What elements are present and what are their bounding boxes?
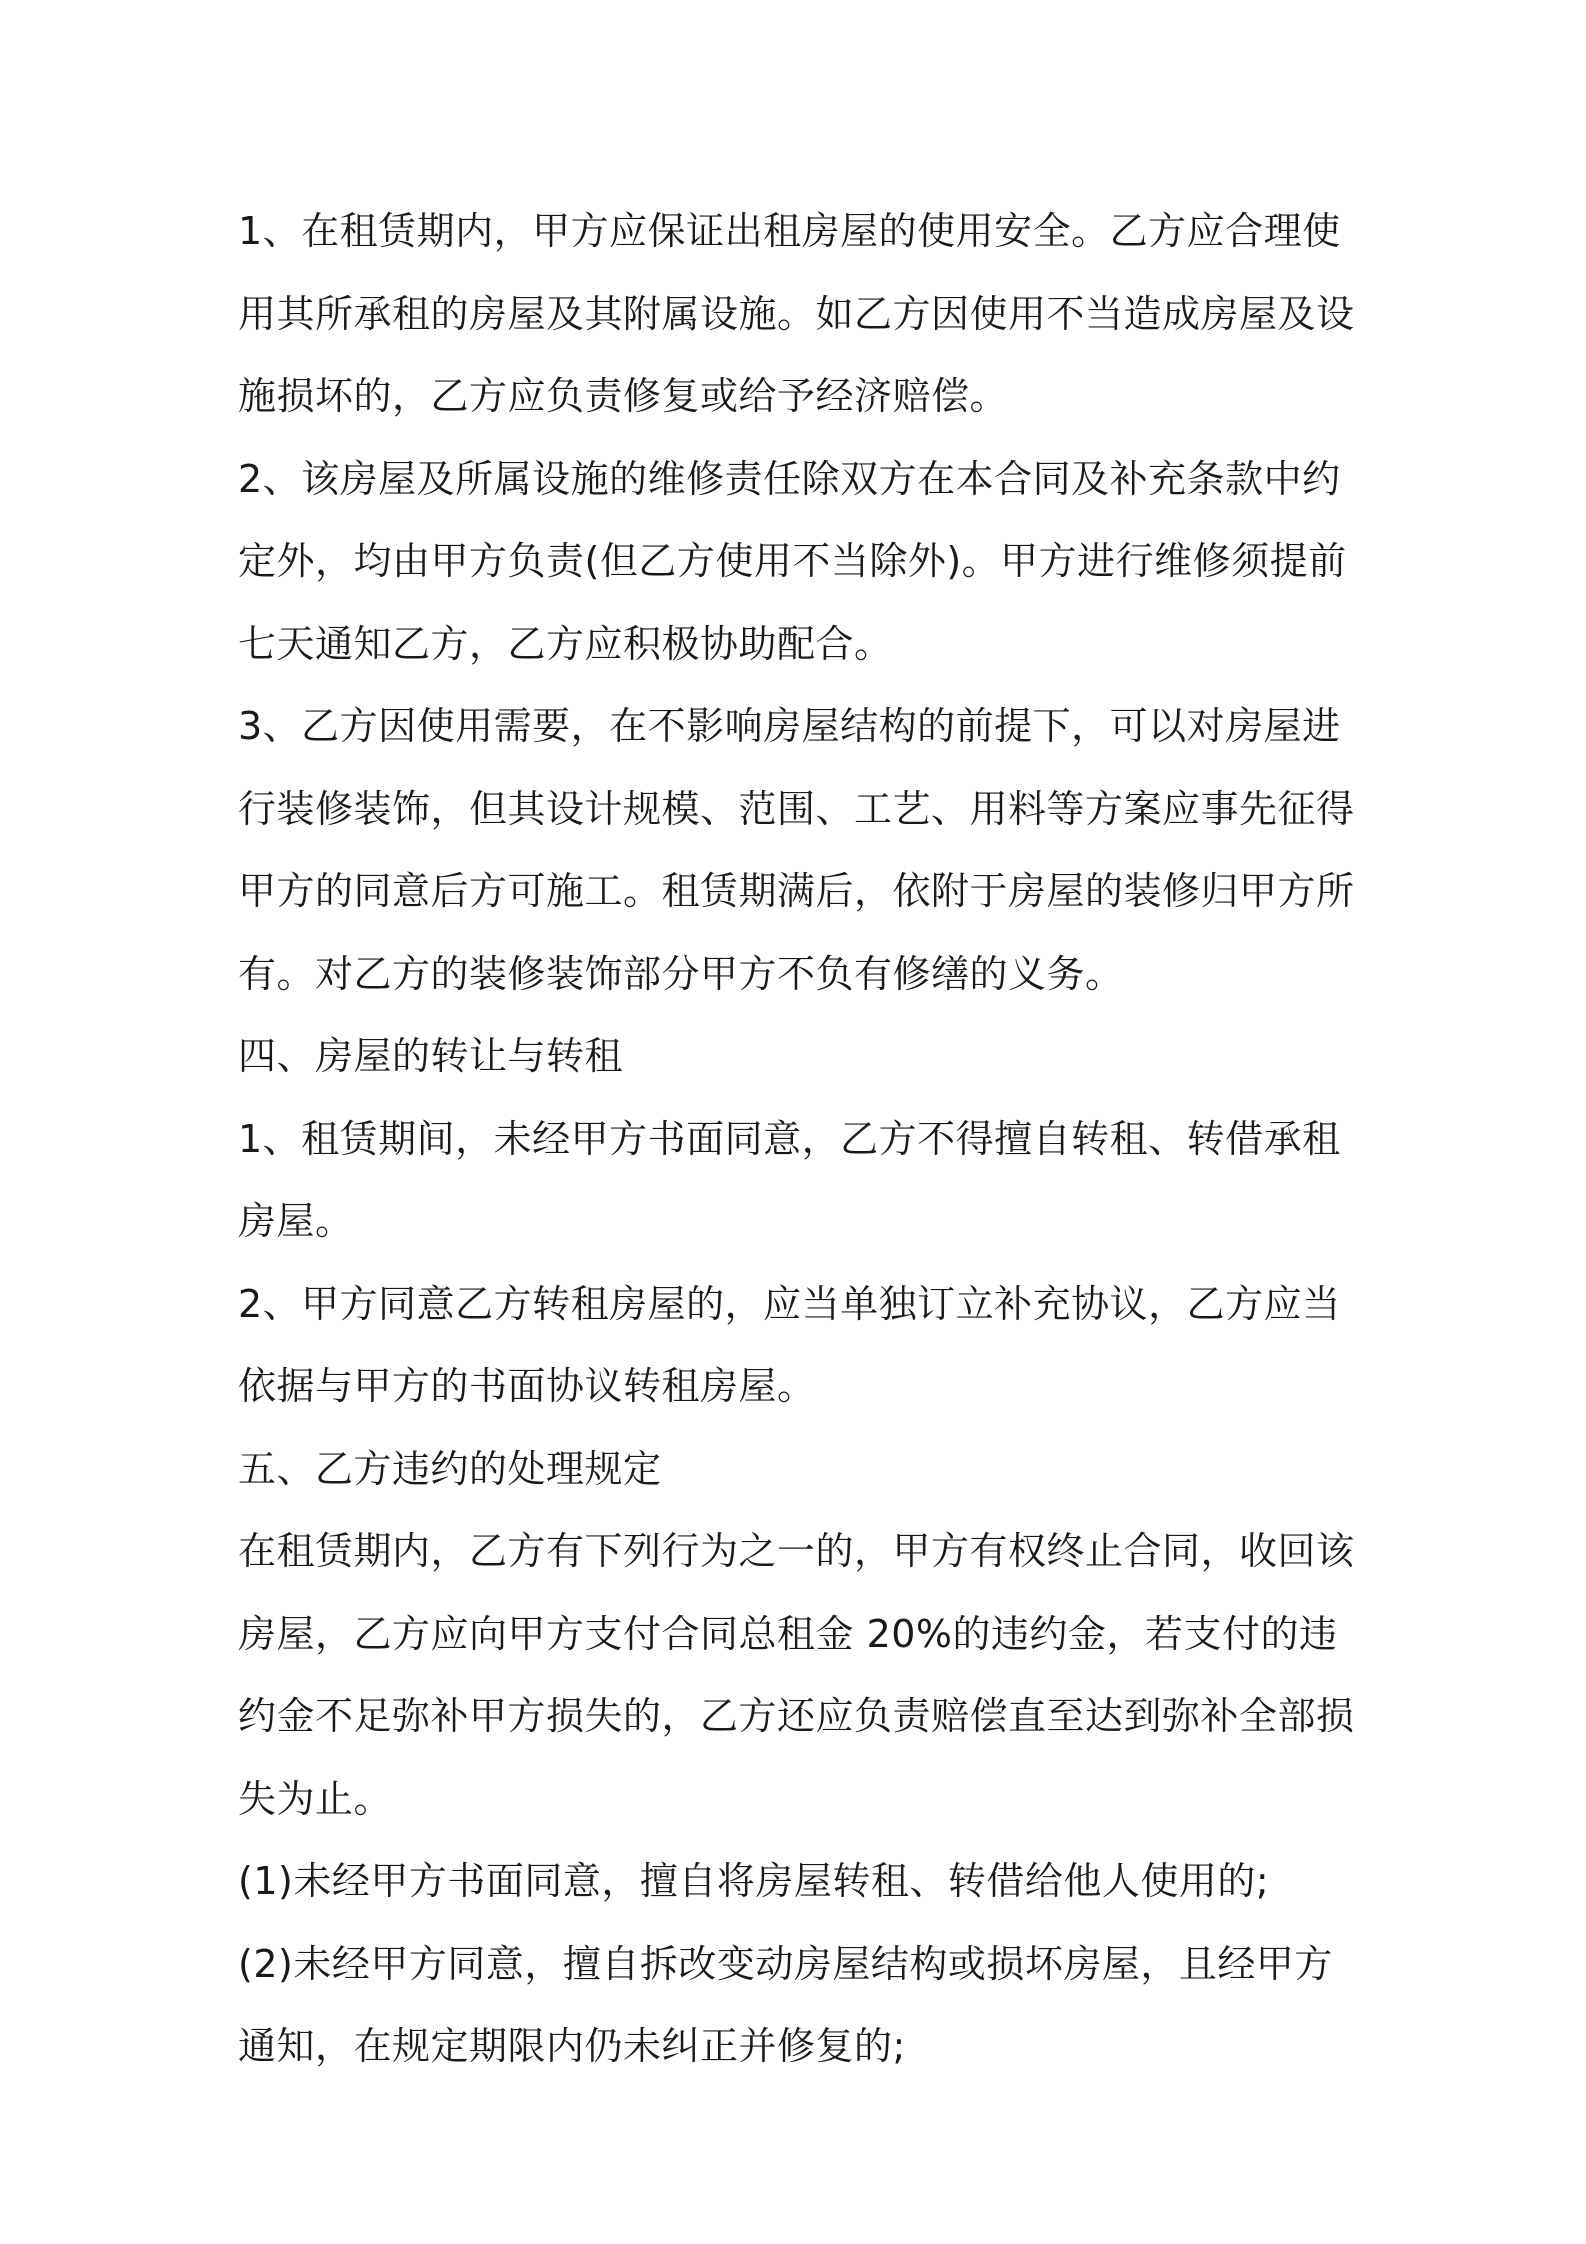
- clause-sublease-agreement: 2、甲方同意乙方转租房屋的，应当单独订立补充协议，乙方应当依据与甲方的书面协议转租房屋。: [238, 1281, 1341, 1408]
- clause-landlord-safety: 1、在租赁期内，甲方应保证出租房屋的使用安全。乙方应合理使用其所承租的房屋及其附属设施。如乙方因使用不当造成房屋及设施损坏的，乙方应负责修复或给予经济赔偿。: [238, 209, 1355, 418]
- breach-item-1: (1)未经甲方书面同意，擅自将房屋转租、转借给他人使用的;: [238, 1859, 1270, 1903]
- document-body: [238, 190, 1368, 2088]
- section-heading-tenant-breach: 五、乙方违约的处理规定: [238, 1446, 662, 1491]
- clause-no-sublease: 1、租赁期间，未经甲方书面同意，乙方不得擅自转租、转借承租房屋。: [238, 1116, 1341, 1243]
- clause-decoration: 3、乙方因使用需要，在不影响房屋结构的前提下，可以对房屋进行装修装饰，但其设计规模、范围、工艺、用料等方案应事先征得甲方的同意后方可施工。租赁期满后，依附于房屋的装修归甲方所有。对乙方的装修装饰部分甲方不负有修缮的义务。: [238, 704, 1355, 996]
- clause-maintenance-responsibility: 2、该房屋及所属设施的维修责任除双方在本合同及补充条款中约定外，均由甲方负责(但乙方使用不当除外)。甲方进行维修须提前七天通知乙方，乙方应积极协助配合。: [238, 456, 1347, 666]
- breach-item-2: (2)未经甲方同意，擅自拆改变动房屋结构或损坏房屋，且经甲方通知，在规定期限内仍未纠正并修复的;: [238, 1941, 1333, 2068]
- section-heading-transfer-sublease: 四、房屋的转让与转租: [238, 1034, 624, 1078]
- clause-breach-penalty: 在租赁期内，乙方有下列行为之一的，甲方有权终止合同，收回该房屋，乙方应向甲方支付合同总租金 20%的违约金，若支付的违约金不足弥补甲方损失的，乙方还应负责赔偿直至达到弥补全部损失为止。: [238, 1529, 1355, 1821]
